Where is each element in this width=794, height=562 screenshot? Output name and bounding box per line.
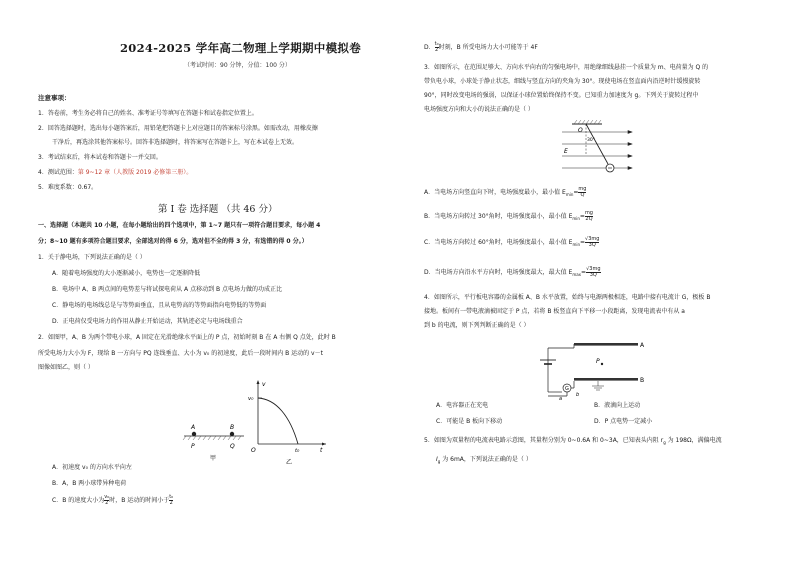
fig-yi-axis-v: v	[262, 381, 266, 388]
fig-yi-t0: t₀	[295, 448, 300, 454]
q3-b-eq: =	[579, 213, 585, 220]
q1-option-a: A．随着电场强度的大小逐渐减小，电势也一定逐渐降低	[52, 270, 201, 277]
q2-figure-jia	[180, 416, 250, 464]
fig-q4-label-b: B	[640, 377, 645, 384]
note-1: 1．答卷前，考生务必将自己的姓名、准考证号等填写在答题卡和试卷指定位置上。	[38, 110, 258, 117]
q2-option-b: B．A，B 两小球带异种电荷	[52, 480, 127, 487]
q4-option-d: D．P 点电势一定减小	[594, 418, 653, 425]
q3-c-num: √3mg	[585, 236, 600, 242]
scope-label: 4．测试范围：	[38, 169, 78, 176]
q5-ig-sub: g	[437, 459, 441, 465]
note-2: 2．回答选择题时，选出每小题答案后，用铅笔把答题卡上对应题目的答案标号涂黑。如需改动，用橡皮擦	[38, 125, 318, 132]
fig-jia-label-b: B	[230, 424, 235, 431]
q2-c-frac-t-num: t₀	[169, 494, 174, 500]
q5-line-2	[436, 456, 532, 466]
q3-b-sub: min	[572, 216, 580, 222]
plate-b	[574, 378, 638, 381]
q3-line-3: 90°，同时改变电场的强弱，以保证小球位置始终保持不变。已知重力加速度为 g。下列关于旋转过程中	[424, 92, 699, 99]
q3-c-den: 3Q	[588, 242, 596, 248]
q3-line-1: 3．如图所示，在范围足够大、方向水平向右的匀强电场中，用绝缘细线悬挂一个质量为 m、电荷量为 Q 的	[424, 64, 709, 71]
section-title: 第 I 卷 选择题 （共 46 分）	[158, 204, 278, 215]
q5-line-1-post: 为 198Ω，满偏电流	[665, 437, 722, 444]
q5-ig: I	[436, 456, 438, 463]
q3-option-a	[424, 186, 586, 202]
ball-a-icon	[192, 432, 196, 436]
ball-b-icon	[230, 432, 234, 436]
note-2-cont: 干净后，再选涂其他答案标号。回答非选择题时，将答案写在答题卡上，写在本试卷上无效。	[52, 139, 299, 146]
q3-d-eq: =	[581, 269, 587, 276]
q3-figure	[558, 118, 636, 182]
q2-line-3: 图像如图乙，则（ ）	[38, 364, 94, 371]
field-lines	[562, 131, 632, 170]
fig-q4-label-b-small: b	[576, 392, 580, 398]
fig-yi-v0: v₀	[248, 396, 254, 402]
q5-r-sub: g	[663, 440, 666, 446]
q3-d-den: 3Q	[589, 272, 597, 278]
q2-line-2: 所受电场力大小为 F，现给 B 一方向与 PQ 连线垂直、大小为 v₀ 的初速度，此后一段时间内 B 运动的 v－t	[38, 350, 323, 357]
note-4	[38, 169, 192, 177]
q3-c-frac	[585, 237, 599, 248]
q3-a-text: A．当电场方向竖直向下时，电场强度最小，最小值 E	[424, 189, 566, 196]
vt-curve	[258, 398, 298, 444]
q3-d-num: √3mg	[586, 266, 601, 272]
q3-line-4: 电场强度方向和大小的说法正确的是（ ）	[424, 106, 534, 113]
fig-jia-label-a: A	[191, 424, 196, 431]
q2-line-1: 2．如图甲，A、B 为两个带电小球，A 固定在光滑绝缘水平面上的 P 点，初始时刻 B 在 A 右侧 Q 点处，此时 B	[38, 334, 336, 341]
q3-d-sub: max	[572, 272, 582, 278]
fig-yi-origin: O	[251, 447, 256, 454]
q2-figure-yi	[246, 376, 330, 470]
q5-line-1-text: 5．如图为双量程的电流表电路示意图，其量程分别为 0~0.6A 和 0~3A，已知表头内阻 r	[424, 437, 664, 444]
q2-option-c	[52, 494, 173, 508]
fig-jia-label-q: Q	[230, 443, 235, 450]
q4-option-c: C．可能是 B 板向下移动	[436, 418, 503, 425]
q3-d-text: D．当电场方向沿水平方向时，电场强度最大，最大值 E	[424, 269, 573, 276]
note-5: 5．难度系数：0.67。	[38, 184, 98, 191]
q2-d-text-1: D．	[424, 44, 435, 51]
q2-c-frac-t	[169, 495, 173, 506]
fig-q4-label-a-small: a	[559, 396, 563, 400]
q2-d-text-2: 时刻，B 所受电场力大小可能等于 4F	[438, 44, 538, 51]
q2-c-text-1: C．B 的速度大小为	[52, 497, 105, 504]
q3-c-eq: =	[579, 239, 586, 246]
q3-b-num: mg	[584, 210, 593, 216]
fig-yi-caption: 乙	[286, 459, 293, 466]
q1-option-c: C．静电场的电场线总是与等势面垂直，且从电势高的等势面指向电势低的等势面	[52, 302, 267, 309]
q5-line-1	[424, 437, 722, 447]
fig-q4-label-p: P	[596, 358, 600, 365]
fig-q4-label-g: G	[565, 386, 569, 392]
q4-option-b: B．液滴向上运动	[594, 402, 641, 409]
q3-option-b	[424, 210, 593, 226]
q3-c-sub: min	[572, 242, 580, 248]
fig-jia-label-p: P	[191, 443, 195, 450]
q2-c-frac-v-den: 2	[105, 500, 109, 506]
q3-b-frac	[585, 211, 593, 222]
q1-option-b: B．电场中 A、B 两点间的电势差与将试探电荷从 A 点移动到 B 点电场力做的功成正比	[52, 286, 283, 293]
q2-c-frac-t-den: 2	[169, 500, 173, 506]
instructions-line-2: 分；8~10 题有多项符合题目要求，全部选对的得 6 分，选对但不全的得 3 分，有选错的得 0 分。）	[38, 238, 308, 245]
notes-heading: 注意事项：	[38, 94, 71, 102]
q3-a-sub: min	[565, 192, 574, 198]
q3-b-text: B．当电场方向转过 30°角时，电场强度最小，最小值 E	[424, 213, 573, 220]
q2-c-frac-v-num: v₀	[104, 494, 110, 500]
q1-option-d: D．正电荷仅受电场力的作用从静止开始运动，其轨迹必定与电场线重合	[52, 318, 243, 325]
instructions-line-1: 一、选择题（本题共 10 小题，在每小题给出的四个选项中，第 1~7 题只有一项符合题目要求，每小题 4	[38, 222, 321, 229]
q5-line-2-post: 为 6mA，下列说法正确的是（ ）	[440, 456, 532, 463]
q3-a-num: mg	[578, 186, 587, 192]
fig-q4-label-a: A	[640, 342, 645, 349]
q3-option-d	[424, 266, 601, 282]
fig-jia-caption: 甲	[210, 455, 217, 462]
q4-line-1: 4．如图所示，平行板电容器的金属板 A、B 水平放置，始终与电源两极相连，电路中接有电流计 G，极板 B	[424, 294, 711, 301]
q3-c-text: C．当电场方向转过 60°角时，电场强度最小，最小值 E	[424, 239, 573, 246]
q4-line-2: 接地。板间有一带电液滴被固定于 P 点，若将 B 板竖直向下平移一小段距离，发现电流表中有从 a	[424, 308, 685, 315]
q4-line-3: 到 b 的电流，则下列判断正确的是（ ）	[424, 322, 530, 329]
q3-a-den: Q	[580, 192, 585, 198]
exam-subtitle: （考试时间：90 分钟，分值：100 分）	[184, 62, 291, 69]
q2-option-a: A．初速度 v₀ 的方向水平向左	[52, 464, 132, 471]
q2-c-text-2: 时，B 运动的时间小于	[109, 497, 170, 504]
fig-q3-label-e: E	[564, 148, 568, 155]
scope-value: 第 9~12 章（人教版 2019 必修第三册）。	[77, 169, 193, 176]
q3-option-c	[424, 236, 599, 252]
exam-title: 2024-2025 学年高二物理上学期期中模拟卷	[120, 41, 361, 55]
q2-d-frac-den: 2	[435, 47, 439, 53]
fig-q3-label-o: O	[578, 127, 583, 134]
q4-option-a: A．电容器正在充电	[436, 402, 489, 409]
q3-a-eq: =	[573, 189, 579, 196]
droplet-icon	[601, 363, 603, 365]
note-3: 3．考试结束后，将本试卷和答题卡一并交回。	[38, 154, 162, 161]
q1-stem: 1．关于静电场，下列说法正确的是（ ）	[38, 254, 146, 261]
q2-option-d	[424, 41, 538, 55]
q2-d-frac-num: t₀	[434, 41, 439, 47]
q3-a-frac	[578, 187, 586, 198]
plate-a	[574, 343, 638, 346]
fig-q3-angle: 30°	[587, 138, 595, 143]
q3-d-frac	[586, 267, 600, 278]
q4-figure	[534, 334, 660, 400]
q3-b-den: 2Q	[585, 216, 593, 222]
q3-line-2: 带负电小球，小球处于静止状态，细线与竖直方向的夹角为 30°。现使电场在竖直面内沿逆时针缓慢旋转	[424, 78, 701, 85]
fig-yi-axis-t: t	[320, 447, 323, 454]
